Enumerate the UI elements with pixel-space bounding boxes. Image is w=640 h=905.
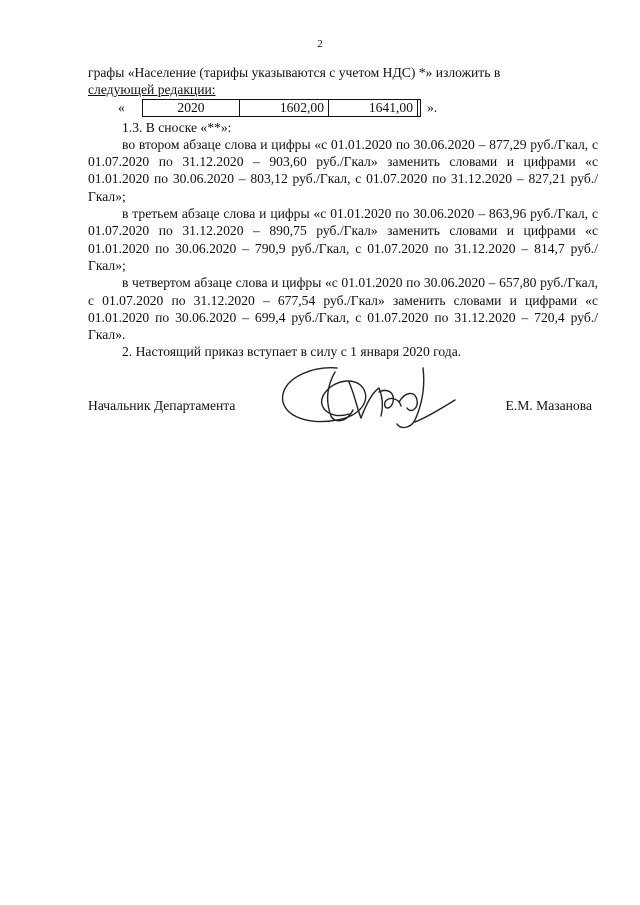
paragraph-fourth: в четвертом абзаце слова и цифры «с 01.01.2020 по 30.06.2020 – 657,80 руб./Гкал, с 01.07.2020 по 31.12.2020 – 677,54 руб./Гкал» заменить словами и цифрами «с 01.01.2020 по 30.06.2020 – 699,4 руб./Гкал, с 01.07.2020 по 31.12.2020 – 720,4 руб./Гкал». bbox=[88, 275, 598, 343]
table-open-quote: « bbox=[118, 100, 125, 116]
table-close-quote: ». bbox=[427, 100, 438, 116]
signatory-position: Начальник Департамента bbox=[88, 398, 236, 413]
item-1-3: 1.3. В сноске «**»: bbox=[122, 119, 232, 135]
paragraph-third: в третьем абзаце слова и цифры «с 01.01.2020 по 30.06.2020 – 863,96 руб./Гкал, с 01.07.2020 по 31.12.2020 – 890,75 руб./Гкал» заменить словами и цифрами «с 01.01.2020 по 30.06.2020 – 790,9 руб./Гкал, с 01.07.2020 по 31.12.2020 – 814,7 руб./Гкал»; bbox=[88, 206, 598, 273]
table-cell-empty bbox=[418, 100, 421, 117]
table-row bbox=[143, 100, 421, 117]
table-cell-year: 2020 bbox=[143, 100, 240, 117]
tariff-table bbox=[142, 99, 421, 117]
paragraph-second: во втором абзаце слова и цифры «с 01.01.2020 по 30.06.2020 – 877,29 руб./Гкал, с 01.07.2020 по 31.12.2020 – 903,60 руб./Гкал» заменить словами и цифрами «с 01.01.2020 по 30.06.2020 – 803,12 руб./Гкал, с 01.07.2020 по 31.12.2020 – 827,21 руб./Гкал»; bbox=[88, 136, 598, 204]
table-cell-value-1: 1602,00 bbox=[240, 100, 329, 117]
signature-block bbox=[88, 398, 598, 422]
table-cell-value-2: 1641,00 bbox=[329, 100, 418, 117]
tariff-table-line bbox=[118, 99, 598, 118]
document-body bbox=[88, 64, 598, 361]
page-number: 2 bbox=[317, 38, 323, 50]
item-2: 2. Настоящий приказ вступает в силу с 1 января 2020 года. bbox=[122, 344, 462, 360]
intro-line-2 bbox=[88, 81, 598, 98]
intro-line-1: графы «Население (тарифы указываются с учетом НДС) *» изложить в bbox=[88, 65, 501, 80]
signatory-name: Е.М. Мазанова bbox=[505, 398, 592, 413]
intro-line-2-text: следующей редакции: bbox=[88, 82, 216, 98]
